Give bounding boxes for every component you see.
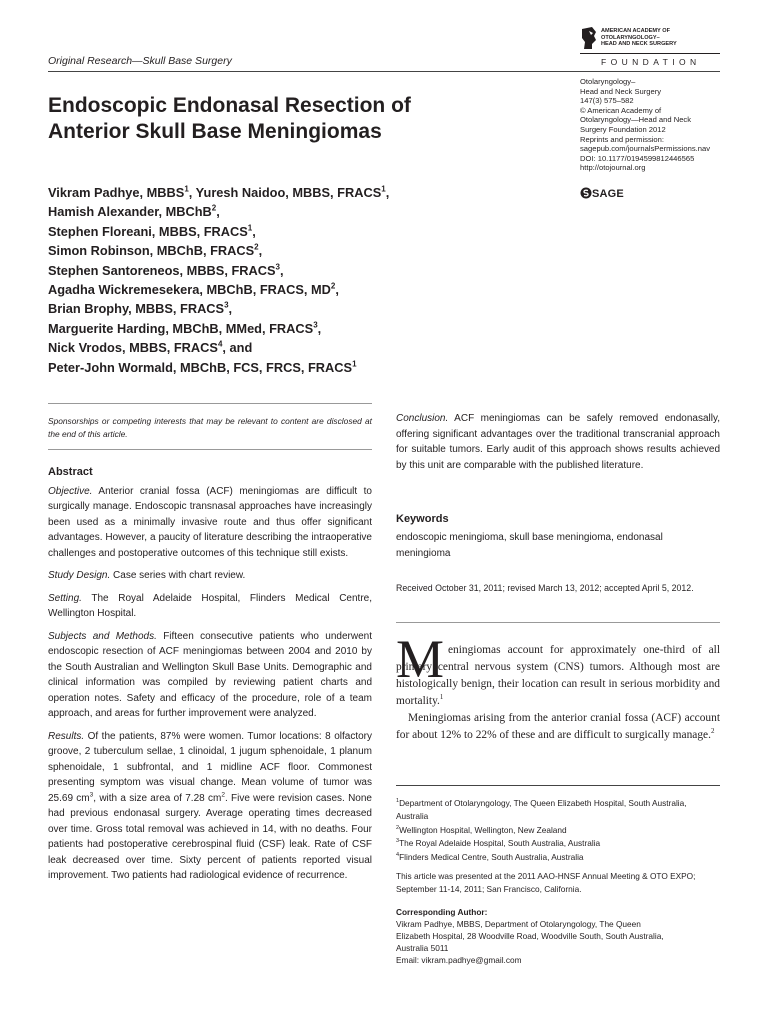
meta-line: 147(3) 575–582 [580,96,634,106]
body: . Five were revision cases. None had previous endonasal surgery. Average operating times decreased over time. Gross total removal was achieved in 14, with no deaths. Four patients had postoperative cerebrospinal fluid (CSF) leak. Rate of CSF leak decreased over time. Sixty percent of patients reported visual improvement. Two patients had radiological evidence of recurrence. [48,792,372,881]
title-line: Endoscopic Endonasal Resection of [48,94,411,117]
logo-line: HEAD AND NECK SURGERY [601,41,677,48]
logo-rule [580,53,720,54]
abstract-heading: Abstract [48,466,93,478]
author-sup: 3 [224,301,229,311]
meta-line: Surgery Foundation 2012 [580,124,666,134]
author-name: Stephen Santoreneos, MBBS, FRACS [48,262,276,278]
sup: 1 [396,798,400,805]
body: Anterior cranial fossa (ACF) meningiomas are difficult to surgically manage. Endoscopic transnasal approaches have increasingly been used as a minimally invasive route and thus offer significant advantages. However, a paucity of literature describing the intraoperative challenges and postoperative outcomes of this technique still exists. [48,485,372,559]
author-sep: , [385,185,390,200]
author-line [48,338,548,357]
sup: 1 [439,693,444,702]
body: , with a size area of 7.28 cm [93,792,222,804]
foundation-label: FOUNDATION [601,57,701,67]
author-sup: 1 [247,223,253,233]
author-sup: 3 [313,320,318,330]
body: Department of Otolaryngology, The Queen Elizabeth Hospital, South Australia, Australia [396,798,687,822]
body: The Royal Adelaide Hospital, South Australia, Australia [399,838,601,849]
header-rule [48,71,720,72]
affiliation [396,851,720,864]
divider [48,449,372,450]
author-sep: , [279,262,284,278]
sup: 4 [396,851,400,858]
author-sup: 1 [352,359,357,369]
meta-line: Otolaryngology– [580,77,636,86]
author-sup: 2 [330,281,336,291]
drop-cap: M [396,629,445,689]
label: Study Design. [48,570,111,581]
author-line [48,261,548,280]
sup: 2 [396,825,400,832]
corr-line: Australia 5011 [396,943,449,953]
divider [396,785,720,786]
sage-label: SAGE [592,188,624,200]
author-sep: , [228,301,233,317]
abstract-subjects [48,629,372,722]
author-sep: , [335,282,339,298]
body: Wellington Hospital, Wellington, New Zealand [399,824,567,835]
divider [48,403,372,404]
meta-line: http://otojournal.org [580,163,646,173]
author-sup: 1 [381,184,386,194]
abstract-conclusion [396,411,720,473]
body: Flinders Medical Centre, South Australia, Australia [399,851,584,862]
label: Results. [48,730,85,742]
aao-hns-logo-icon [580,26,598,50]
author-sup: 1 [184,184,189,194]
sup: 2 [710,727,715,736]
affiliations [396,797,720,864]
meta-line: Head and Neck Surgery [580,86,662,96]
author-line [48,280,548,299]
author-name: Hamish Alexander, MBChB [48,204,212,220]
abstract-setting [48,591,372,622]
author-line [48,183,548,202]
author-sep: , and [222,340,253,356]
keywords-heading: Keywords [396,513,449,525]
corr-email[interactable]: Email: vikram.padhye@gmail.com [396,955,522,965]
body: The Royal Adelaide Hospital, Flinders Medical Centre, Wellington Hospital. [48,592,372,619]
author-name: Simon Robinson, MBChB, FRACS [48,243,255,259]
introduction [396,642,720,744]
author-name: Brian Brophy, MBBS, FRACS [48,301,225,317]
author-sup: 4 [217,339,223,349]
meta-line: DOI: 10.1177/0194599812446565 [580,153,695,163]
author-sep: , [188,185,196,200]
body: Fifteen consecutive patients who underwent endoscopic resection of ACF meningiomas between 2004 and 2010 by the South Australian and Wellington Skull Base Units. Demographic and clinical information was compiled by reviewing patient charts and operation notes. Safety and efficacy of the procedure, role of a team approach, and areas for further improvement were analyzed. [48,630,373,719]
logo-line: AMERICAN ACADEMY OF [601,28,670,34]
author-line [48,202,548,221]
keywords: endoscopic meningioma, skull base meningioma, endonasal meningioma [396,532,663,559]
affiliation [396,837,720,850]
divider [396,622,720,623]
corr-line: Elizabeth Hospital, 28 Woodville Road, Woodville South, South Australia, [396,931,664,941]
author-line [48,299,548,318]
label: Objective. [48,485,93,497]
author-name: Vikram Padhye, MBBS [48,185,185,200]
author-sep: , [317,320,322,336]
presentation-note: This article was presented at the 2011 AAO-HNSF Annual Meeting & OTO EXPO; September 11-14, 2011; San Francisco, California. [396,871,696,895]
meta-line: © American Academy of [580,105,662,115]
body: Of the patients, 87% were women. Tumor locations: 8 olfactory groove, 2 tuberculum sellae, 1 clinoidal, 1 jugum sphenoidale, 1 planum sphenoidale, 1 subfrontal, and 1 midline ACF floor. Commonest presenting symptom was visual change. Mean volume of tumor was 25.69 cm [48,730,372,804]
abstract-study-design [48,568,372,584]
label: Setting. [48,592,82,604]
corr-line: Vikram Padhye, MBBS, Department of Otolaryngology, The Queen [396,919,641,929]
author-name: Peter-John Wormald, MBChB, FCS, FRCS, FRACS [48,359,353,375]
article-title [48,93,518,144]
affiliation [396,797,720,824]
author-sup: 3 [275,262,280,272]
label: Conclusion. [396,413,449,424]
sage-logo [580,187,624,200]
sponsorship-note: Sponsorships or competing interests that may be relevant to content are disclosed at the end of this article. [48,416,372,439]
author-name: Stephen Floreani, MBBS, FRACS [48,223,248,239]
logo-line: OTOLARYNGOLOGY– [601,34,660,41]
meta-line: sagepub.com/journalsPermissions.nav [580,144,711,154]
title-line: Anterior Skull Base Meningiomas [48,119,382,143]
abstract-results [48,729,372,884]
author-sup: 2 [254,242,259,252]
label: Subjects and Methods. [48,630,157,642]
meta-line: Reprints and permission: [580,134,664,144]
meta-line: Otolaryngology—Head and Neck [580,115,692,125]
corr-label: Corresponding Author: [396,907,488,917]
body: Case series with chart review. [113,570,246,581]
sup: 3 [396,838,400,845]
body: ACF meningiomas can be safely removed endonasally, offering significant advantages over the traditional transcranial approach for suitable tumors. Early audit of this approach shows results achieved by this unit are comparable with the published literature. [396,413,721,471]
intro-p2 [396,710,720,744]
author-line [48,241,548,260]
abstract [48,465,372,891]
author-sep: , [258,243,263,259]
intro-p1 [396,642,720,710]
sup: 3 [89,791,94,799]
journal-meta [580,77,730,173]
author-name: Agadha Wickremesekera, MBChB, FRACS, MD [48,282,331,298]
author-sep: , [252,223,256,239]
affiliation [396,824,720,837]
author-name: Yuresh Naidoo, MBBS, FRACS [195,185,382,200]
body: eningiomas account for approximately one-third of all primary central nervous system (CNS) tumors. Although most are histologically benign, their location can result in serious morbidity and mortality. [396,644,720,707]
author-name: Nick Vrodos, MBBS, FRACS [48,340,218,356]
sage-s-icon [580,187,592,199]
author-list [48,183,548,377]
author-line [48,319,548,338]
author-sep: , [216,204,220,220]
corresponding-author [396,906,720,966]
author-line [48,358,548,377]
abstract-objective [48,484,372,562]
section-label: Original Research—Skull Base Surgery [48,55,232,67]
body: Meningiomas arising from the anterior cranial fossa (ACF) account for about 12% to 22% of these and are difficult to surgically manage. [396,712,720,741]
sup: 2 [221,791,225,799]
author-name: Marguerite Harding, MBChB, MMed, FRACS [48,320,314,336]
author-sup: 2 [211,204,217,214]
logo-text [601,28,677,48]
received-dates: Received October 31, 2011; revised March 13, 2012; accepted April 5, 2012. [396,583,694,593]
author-line [48,222,548,241]
